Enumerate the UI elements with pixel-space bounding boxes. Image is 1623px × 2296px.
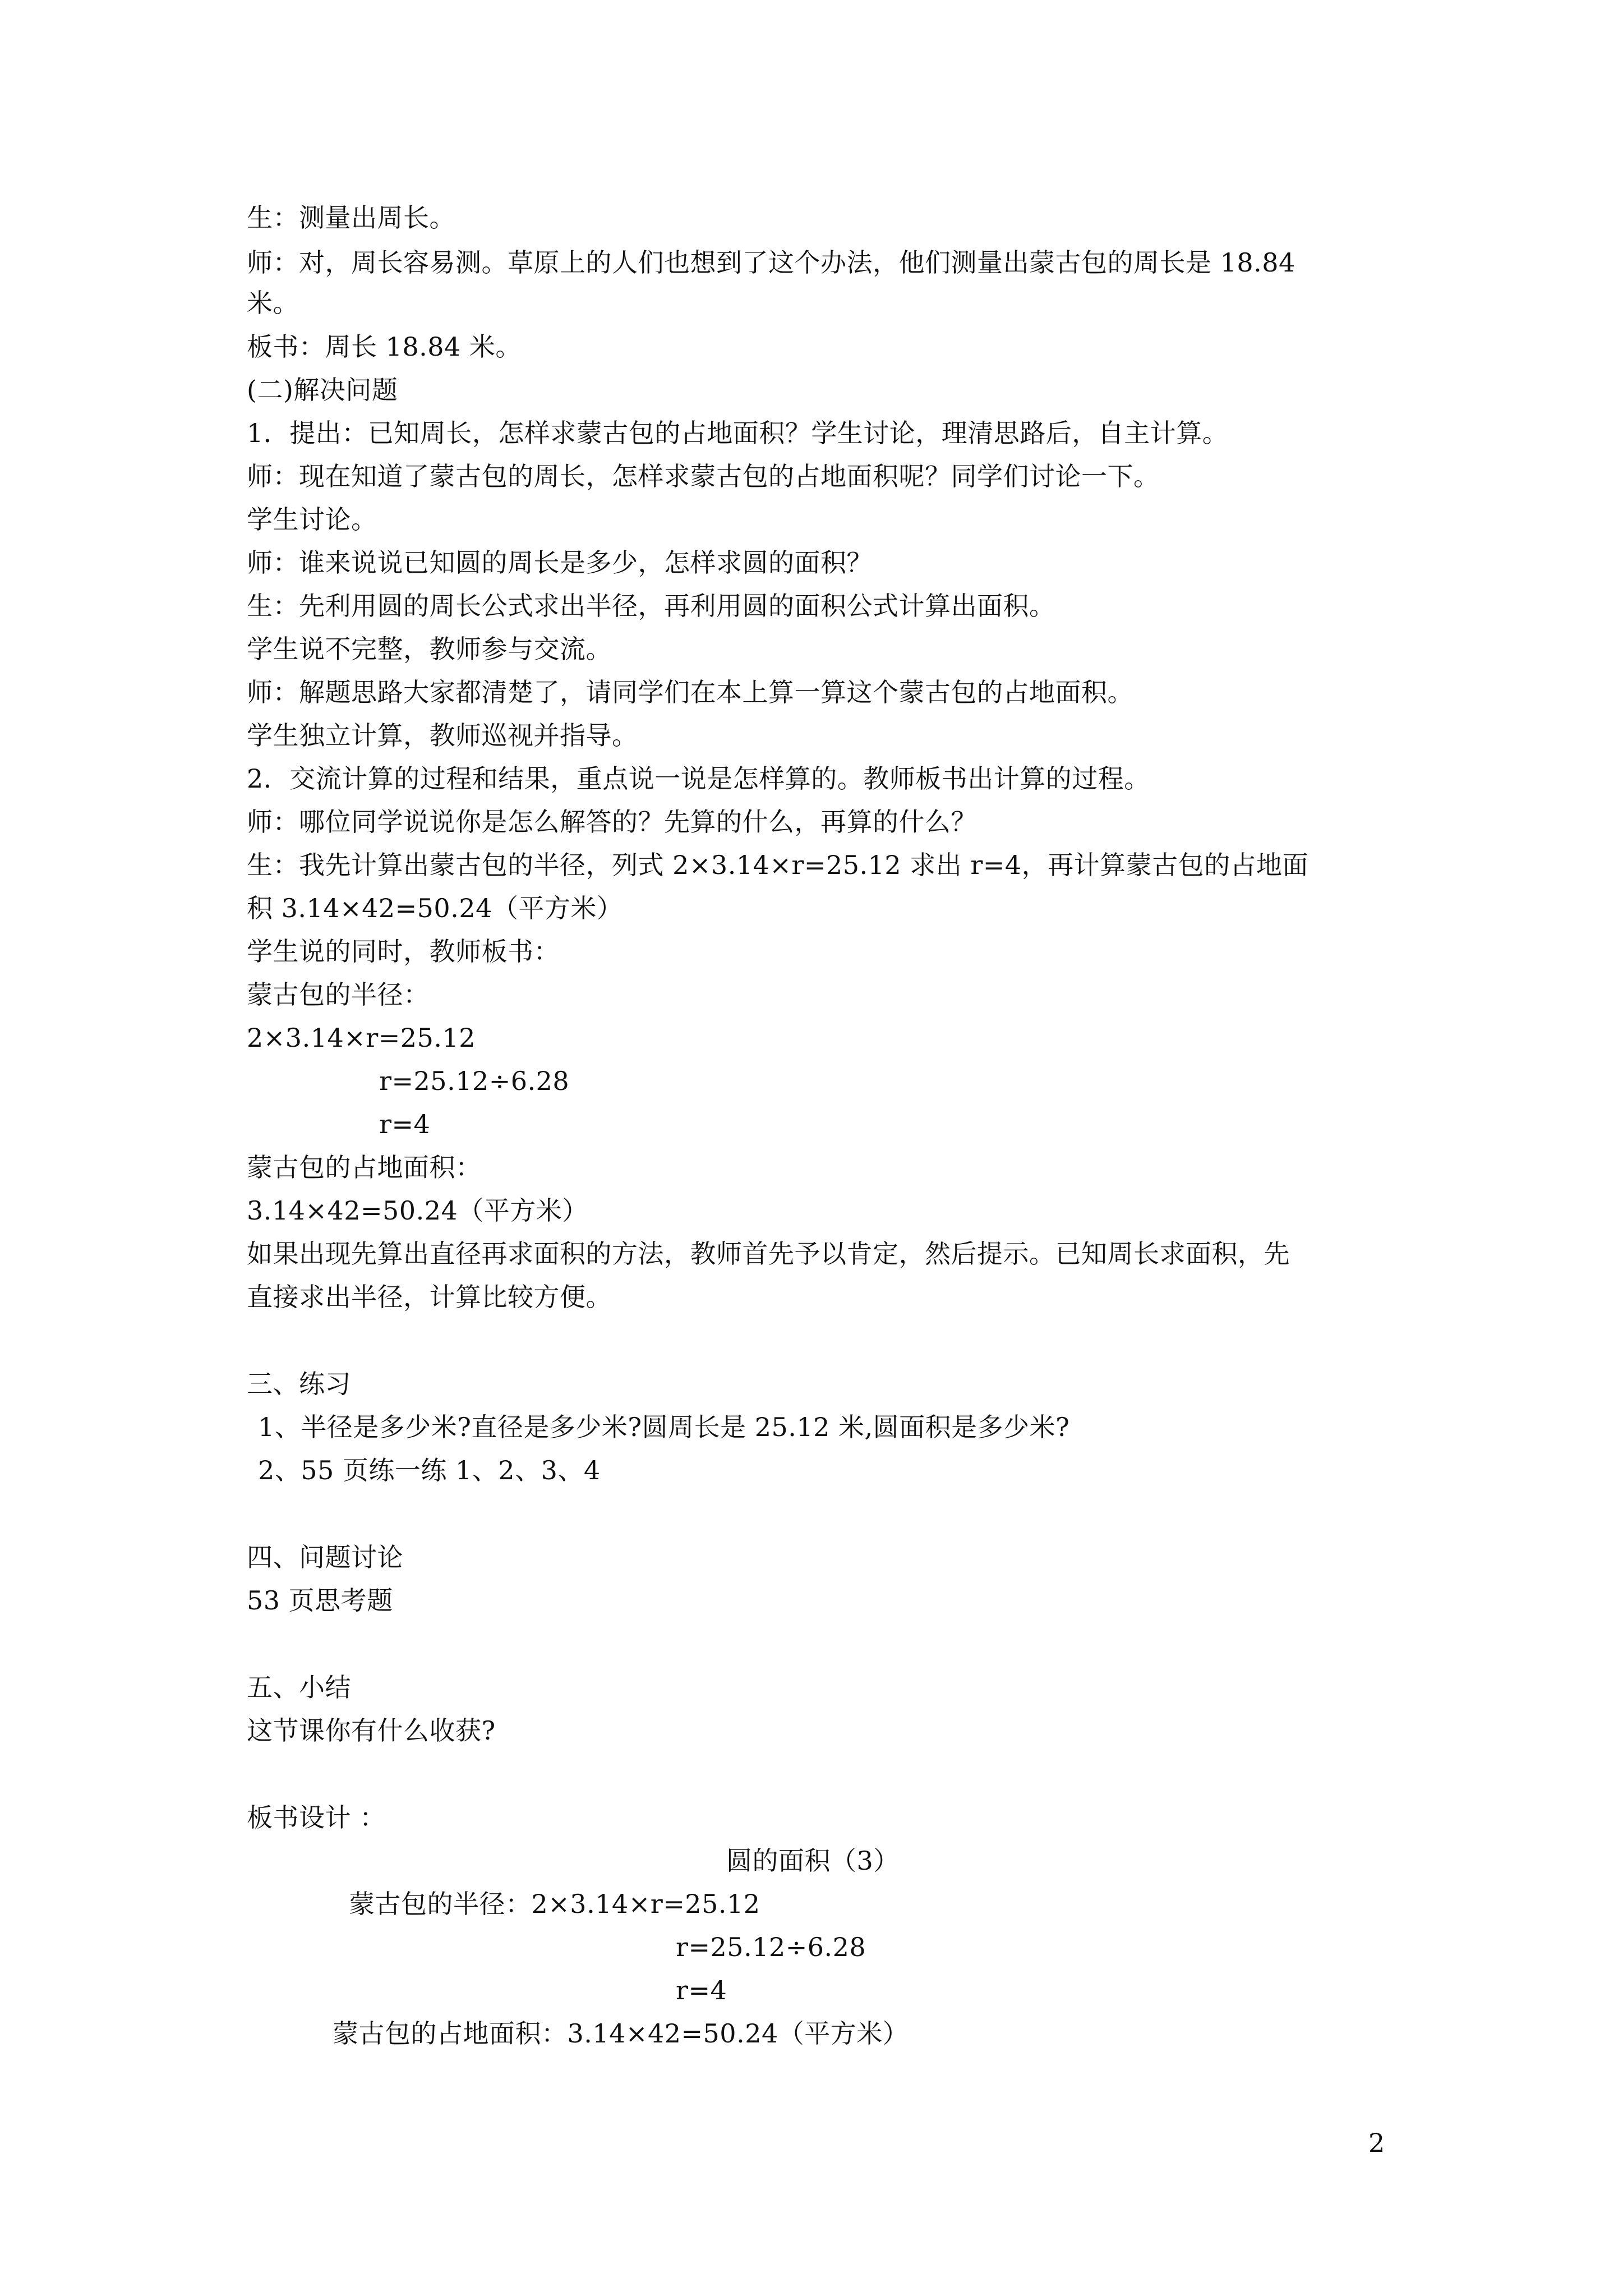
board-line: 蒙古包的半径：2×3.14×r=25.12: [349, 1889, 760, 1919]
board-line: r=25.12÷6.28: [676, 1932, 866, 1962]
text-line: 米。: [247, 288, 299, 318]
section-heading: 四、问题讨论: [247, 1542, 403, 1572]
text-line: 师：谁来说说已知圆的周长是多少，怎样求圆的面积？: [247, 547, 873, 578]
list-item: 2、55 页练一练 1、2、3、4: [258, 1455, 601, 1485]
text-line: 积 3.14×42=50.24（平方米）: [247, 893, 623, 923]
board-title: 圆的面积（3）: [726, 1846, 900, 1876]
text-line: 师：解题思路大家都清楚了，请同学们在本上算一算这个蒙古包的占地面积。: [247, 677, 1133, 707]
section-heading: 板书设计 ：: [247, 1802, 386, 1833]
text-line: 1．提出：已知周长，怎样求蒙古包的占地面积？学生讨论，理清思路后，自主计算。: [247, 418, 1229, 448]
formula-line: r=4: [379, 1109, 431, 1139]
section-heading: 五、小结: [247, 1672, 351, 1703]
section-heading: 三、练习: [247, 1369, 351, 1399]
text-line: 学生独立计算，教师巡视并指导。: [247, 720, 638, 751]
formula-line: 2×3.14×r=25.12: [247, 1023, 476, 1053]
text-line: 师：现在知道了蒙古包的周长，怎样求蒙古包的占地面积呢？同学们讨论一下。: [247, 461, 1160, 491]
text-line: 学生说不完整，教师参与交流。: [247, 634, 612, 664]
text-line: 蒙古包的半径：: [247, 979, 430, 1010]
text-line: 直接求出半径，计算比较方便。: [247, 1282, 612, 1312]
text-line: 板书：周长 18.84 米。: [247, 332, 522, 362]
text-line: 学生讨论。: [247, 504, 377, 535]
formula-line: r=25.12÷6.28: [379, 1066, 570, 1096]
text-line: 2．交流计算的过程和结果，重点说一说是怎样算的。教师板书出计算的过程。: [247, 763, 1150, 794]
text-line: 53 页思考题: [247, 1585, 393, 1616]
text-line: 师：对，周长容易测。草原上的人们也想到了这个办法，他们测量出蒙古包的周长是 18.84: [247, 247, 1295, 278]
section-heading: (二)解决问题: [247, 375, 398, 405]
text-line: 这节课你有什么收获?: [247, 1715, 496, 1746]
text-line: 生：先利用圆的周长公式求出半径，再利用圆的面积公式计算出面积。: [247, 591, 1055, 621]
text-line: 师：哪位同学说说你是怎么解答的？先算的什么，再算的什么？: [247, 807, 977, 837]
text-line: 如果出现先算出直径再求面积的方法，教师首先予以肯定，然后提示。已知周长求面积，先: [247, 1239, 1290, 1269]
text-line: 学生说的同时，教师板书：: [247, 936, 560, 967]
text-line: 蒙古包的占地面积：: [247, 1152, 482, 1182]
page-number: 2: [1368, 2128, 1385, 2158]
text-line: 生：我先计算出蒙古包的半径，列式 2×3.14×r=25.12 求出 r=4，再计算蒙古包的占地面: [247, 850, 1309, 880]
list-item: 1、半径是多少米?直径是多少米?圆周长是 25.12 米,圆面积是多少米?: [258, 1412, 1070, 1442]
text-line: 生：测量出周长。: [247, 203, 455, 233]
board-line: 蒙古包的占地面积：3.14×42=50.24（平方米）: [333, 2018, 909, 2049]
formula-line: 3.14×42=50.24（平方米）: [247, 1195, 588, 1226]
board-line: r=4: [676, 1975, 727, 2005]
